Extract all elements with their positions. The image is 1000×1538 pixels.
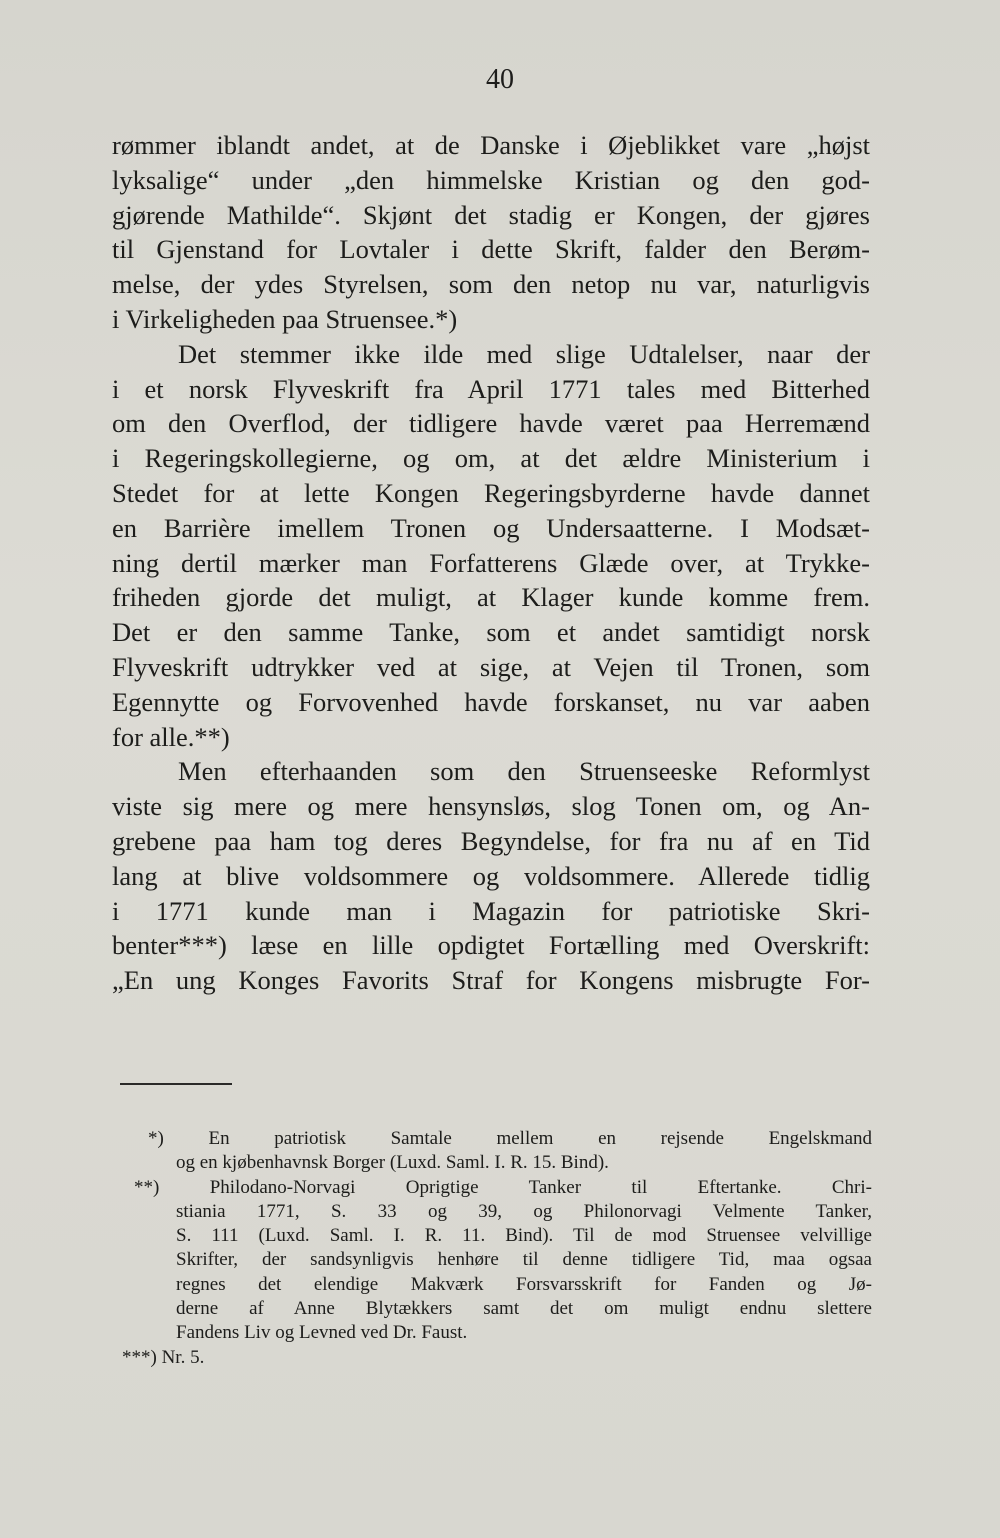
body-line: i Virkeligheden paa Struensee.*) [112,303,458,334]
body-line: Egennytte og Forvovenhed havde forskanset, nu var aaben [112,686,870,717]
body-line: i 1771 kunde man i Magazin for patriotiske Skri- [112,895,870,926]
body-line: Men efterhaanden som den Struenseeske Reformlyst [178,756,870,787]
body-line: Stedet for at lette Kongen Regeringsbyrderne havde dannet [112,477,870,508]
body-line: grebene paa ham tog deres Begyndelse, for fra nu af en Tid [112,825,870,856]
footnote-line: S. 111 (Luxd. Saml. I. R. 11. Bind). Til de mod Struensee velvillige [176,1225,872,1247]
body-line: til Gjenstand for Lovtaler i dette Skrift, falder den Berøm- [112,234,870,265]
body-line: lang at blive voldsommere og voldsommere. Allerede tidlig [112,860,870,891]
footnote-line: Fandens Liv og Levned ved Dr. Faust. [176,1322,468,1344]
body-line: for alle.**) [112,721,230,752]
footnote-divider [120,1083,232,1085]
footnotes [112,1127,872,1370]
body-line: en Barrière imellem Tronen og Undersaatterne. I Modsæt- [112,512,870,543]
body-line: friheden gjorde det muligt, at Klager kunde komme frem. [112,582,870,613]
body-line: „En ung Konges Favorits Straf for Kongens misbrugte For- [112,965,870,996]
body-line: Det stemmer ikke ilde med slige Udtalelser, naar der [178,338,870,369]
page-number: 40 [486,64,514,95]
footnote-line: stiania 1771, S. 33 og 39, og Philonorvagi Velmente Tanker, [176,1200,872,1222]
body-line: om den Overflod, der tidligere havde været paa Herremænd [112,408,870,439]
body-line: Det er den samme Tanke, som et andet samtidigt norsk [112,617,870,648]
body-line: i et norsk Flyveskrift fra April 1771 tales med Bitterhed [112,373,870,404]
body-line: gjørende Mathilde“. Skjønt det stadig er Kongen, der gjøres [112,199,870,230]
body-text [112,128,870,998]
body-line: Flyveskrift udtrykker ved at sige, at Vejen til Tronen, som [112,651,870,682]
footnote-line: **) Philodano-Norvagi Oprigtige Tanker til Eftertanke. Chri- [134,1176,872,1198]
body-line: lyksalige“ under „den himmelske Kristian og den god- [112,164,870,195]
footnote-line: og en kjøbenhavnsk Borger (Luxd. Saml. I. R. 15. Bind). [176,1152,609,1174]
footnote-line: regnes det elendige Makværk Forsvarsskrift for Fanden og Jø- [176,1273,872,1295]
footnote-line: ***) Nr. 5. [122,1346,205,1368]
footnote-line: Skrifter, der sandsynligvis henhøre til denne tidligere Tid, maa ogsaa [176,1249,872,1271]
footnote-line: derne af Anne Blytækkers samt det om muligt endnu slettere [176,1298,872,1320]
body-line: i Regeringskollegierne, og om, at det ældre Ministerium i [112,443,870,474]
body-line: benter***) læse en lille opdigtet Fortælling med Overskrift: [112,930,870,961]
body-line: viste sig mere og mere hensynsløs, slog Tonen om, og An- [112,791,870,822]
body-line: melse, der ydes Styrelsen, som den netop nu var, naturligvis [112,269,870,300]
footnote-line: *) En patriotisk Samtale mellem en rejsende Engelskmand [148,1128,872,1149]
body-line: ning dertil mærker man Forfatterens Glæde over, at Trykke- [112,547,870,578]
body-line: rømmer iblandt andet, at de Danske i Øjeblikket vare „højst [112,130,870,160]
